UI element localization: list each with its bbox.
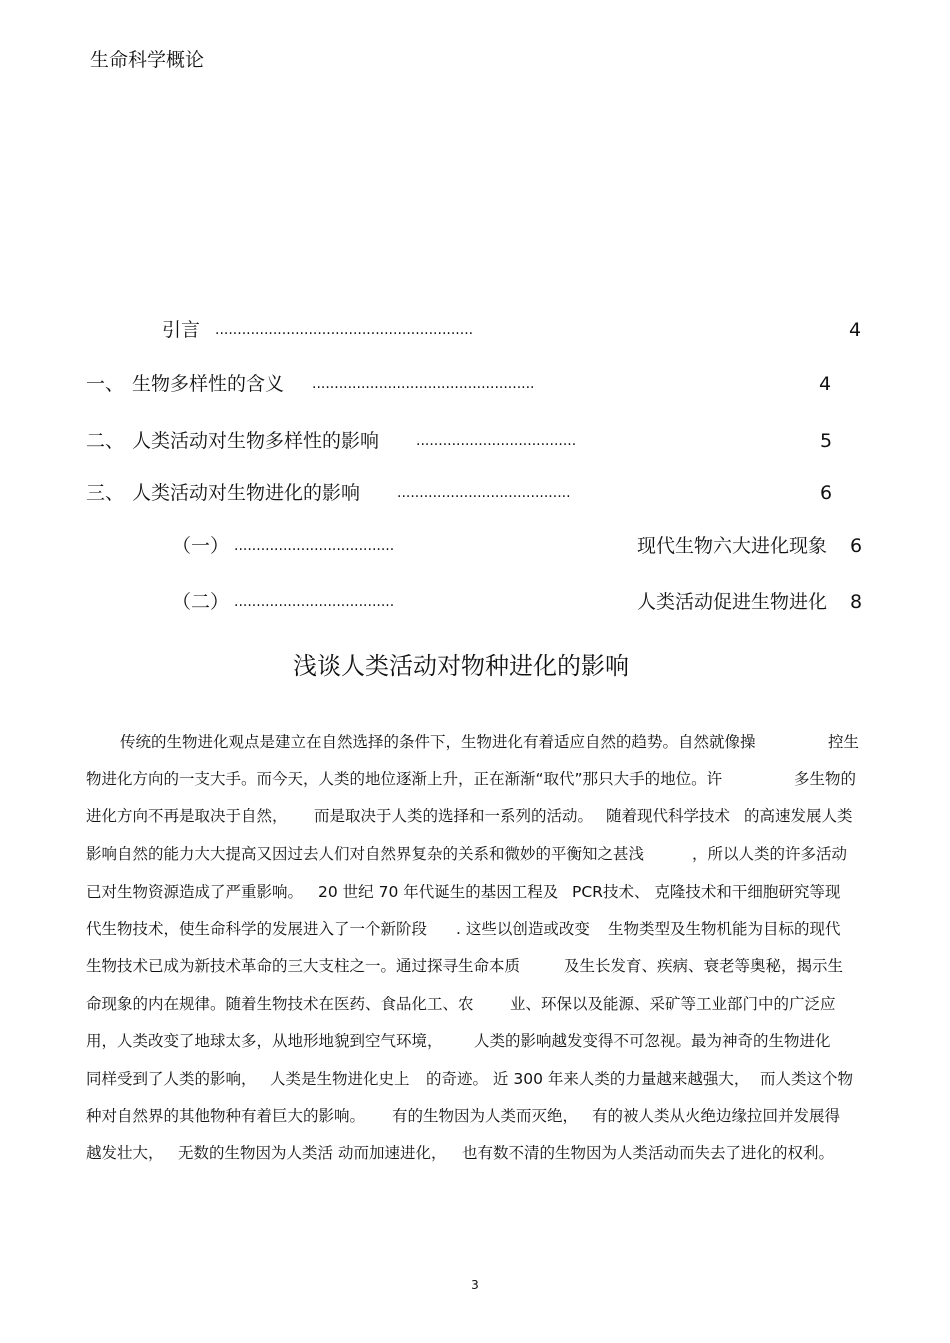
body-line [86,882,866,902]
toc-number: 三、 [86,482,125,504]
toc-label: 现代生物六大进化现象 [637,535,828,557]
body-line [86,956,866,976]
body-text: 多生物的 [794,770,857,788]
body-text: 有的被人类从火绝边缘拉回并发展得 [592,1107,841,1125]
toc-label: 人类活动对生物进化的影响 [132,482,361,504]
body-text: 人类的影响越发变得不可忽视。最为神奇的生物进化 [474,1032,831,1050]
toc-leader-dots: .................................... [416,433,577,449]
body-line [86,769,866,789]
body-line [86,1143,866,1163]
body-text: 无数的生物因为人类活 [178,1144,334,1162]
body-line [86,1106,866,1126]
toc-number: 一、 [86,373,125,395]
body-text: 人类是生物进化史上 [270,1070,410,1088]
toc-label: 人类活动促进生物进化 [637,591,828,613]
body-text: 种对自然界的其他物种有着巨大的影响。 [86,1107,366,1125]
body-text: 进化方向不再是取决于自然， [86,807,288,825]
toc-number: （二） [172,591,230,613]
body-text: 用，人类改变了地球太多，从地形地貌到空气环境， [86,1032,443,1050]
body-line [86,732,866,752]
body-text: 控生 [828,733,860,751]
toc-row-intro[interactable] [0,318,950,342]
toc-page-number: 4 [849,319,862,341]
body-text: 命现象的内在规律。随着生物技术在医药、食品化工、农 [86,995,474,1013]
toc-page-number: 6 [850,535,863,557]
body-text: 生物类型及生物机能为目标的现代 [608,920,841,938]
body-text: 已对生物资源造成了严重影响。 [86,883,304,901]
toc-leader-dots: .......................................................... [215,322,474,338]
body-text: 的高速发展人类 [744,807,853,825]
body-text: 而是取决于人类的选择和一系列的活动。 [314,807,594,825]
body-text: 业、环保以及能源、采矿等工业部门中的广泛应 [510,995,836,1013]
body-text: 生物技术已成为新技术革命的三大支柱之一。通过探寻生命本质 [86,957,521,975]
toc-leader-dots: .................................... [234,538,395,554]
toc-row-2[interactable] [0,429,950,453]
body-text: 同样受到了人类的影响， [86,1070,257,1088]
body-line [86,844,866,864]
toc-number: 二、 [86,430,125,452]
body-text: 物进化方向的一支大手。而今天，人类的地位逐渐上升，正在渐渐“取代”那只大手的地位。许 [86,770,723,788]
body-text: 而人类这个物 [760,1070,854,1088]
body-text: 20 世纪 70 年代诞生的基因工程及 [318,883,559,901]
body-line [86,1069,866,1089]
body-text: PCR技术、 克隆技术和干细胞研究等现 [572,883,841,901]
toc-page-number: 6 [820,482,833,504]
toc-label: 生物多样性的含义 [132,373,285,395]
toc-page-number: 5 [820,430,833,452]
toc-leader-dots: .................................... [234,594,395,610]
toc-label: 引言 [162,319,201,341]
body-line [86,1031,866,1051]
toc-leader-dots: .................................................. [312,376,535,392]
body-text: 动而加速进化， [338,1144,447,1162]
body-text: . 这些以创造或改变 [456,920,590,938]
body-text: 越发壮大， [86,1144,164,1162]
toc-leader-dots: ....................................... [397,485,571,501]
body-text: 代生物技术，使生命科学的发展进入了一个新阶段 [86,920,428,938]
body-text: 及生长发育、疾病、衰老等奥秘，揭示生 [564,957,844,975]
page-number: 3 [471,1278,479,1292]
body-line [86,806,866,826]
toc-row-1[interactable] [0,372,950,396]
body-text: 也有数不清的生物因为人类活动而失去了进化的权利。 [462,1144,835,1162]
toc-number: （一） [172,535,230,557]
toc-row-4[interactable] [0,534,950,558]
body-line [86,919,866,939]
body-text: 随着现代科学技术 [606,807,731,825]
body-text: 影响自然的能力大大提高又因过去人们对自然界复杂的关系和微妙的平衡知之甚浅 [86,845,645,863]
toc-row-3[interactable] [0,481,950,505]
body-text: 传统的生物进化观点是建立在自然选择的条件下，生物进化有着适应自然的趋势。自然就像操 [120,733,756,751]
running-header: 生命科学概论 [90,49,205,71]
body-line [86,994,866,1014]
document-title: 浅谈人类活动对物种进化的影响 [293,652,629,680]
body-text: ，所以人类的许多活动 [692,845,848,863]
toc-page-number: 8 [850,591,863,613]
body-text: 的奇迹。 近 300 年来人类的力量越来越强大， [426,1070,750,1088]
body-text: 有的生物因为人类而灭绝， [392,1107,579,1125]
toc-page-number: 4 [819,373,832,395]
toc-label: 人类活动对生物多样性的影响 [132,430,380,452]
toc-row-5[interactable] [0,590,950,614]
